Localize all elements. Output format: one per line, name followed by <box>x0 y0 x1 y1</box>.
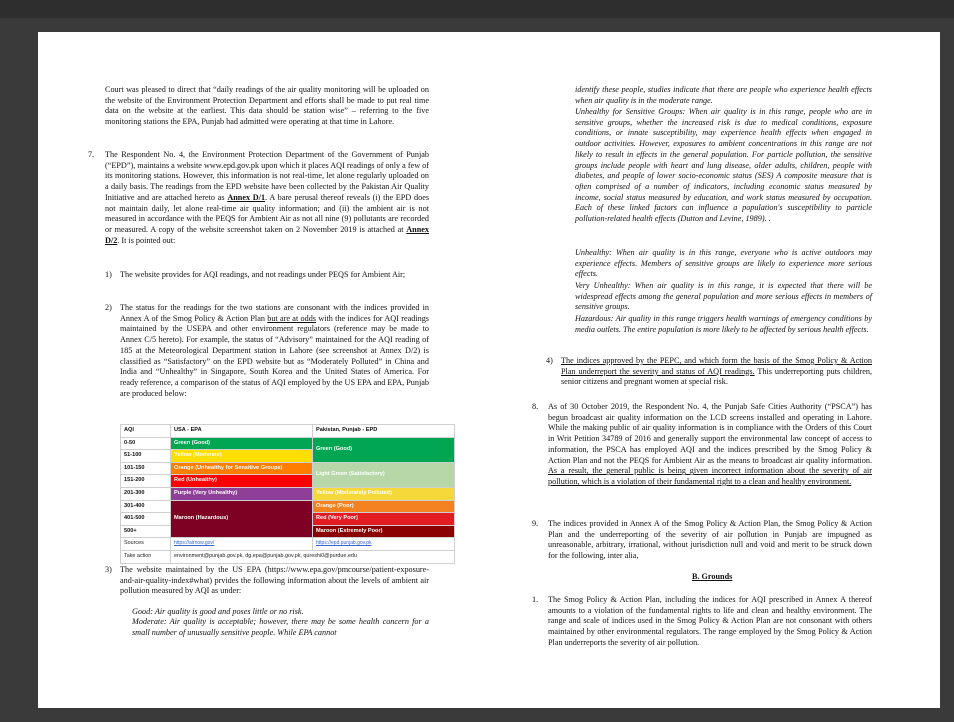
range-cell: 101-150 <box>121 462 171 475</box>
pk-extremely-poor-cell: Maroon (Extremely Poor) <box>313 525 455 538</box>
para-7 <box>105 150 429 246</box>
pk-satisfactory-cell: Light Green (Satisfactory) <box>313 462 455 487</box>
para-7-text-c: . It is pointed out: <box>117 235 176 245</box>
ground-1: The Smog Policy & Action Plan, including the indices for AQI prescribed in Annex A thereof amounts to a violation of the fundamental rights to life and clean and healthy environment. The range and scale of indices used in the Smog Policy & Action Plan are not consonant with others maintained by other environmental regulators. The range employed by the Smog Policy & Action Plan underreports the severity of air pollution. <box>548 595 872 647</box>
item-3-number: 3) <box>105 565 112 574</box>
viewer-top-bar <box>0 0 954 18</box>
pk-good-cell: Green (Good) <box>313 437 455 462</box>
grounds-heading: B. Grounds <box>692 572 733 581</box>
item-2 <box>120 303 429 399</box>
range-cell: 500+ <box>121 525 171 538</box>
item-4 <box>561 356 872 388</box>
us-very-unhealthy-cell: Purple (Very Unhealthy) <box>171 487 313 500</box>
item-4-underlined: The indices approved by the PEPC, and which form the basis of the Smog Policy & Action Plan underreport the severity and status of AQI readings. <box>561 356 872 376</box>
pk-very-poor-cell: Red (Very Poor) <box>313 513 455 526</box>
header-usa-epa: USA - EPA <box>171 425 313 438</box>
usg-text: When air quality is in this range, people who are in sensitive groups, whether the increased risk is due to medical conditions, exposure conditions, or innate susceptibility, may experience health effects when engaged in outdoor activities. However, exposures to ambient concentrations in this range are not likely to result in effects in the general population. For particle pollution, the sensitive groups include people with heart and lung disease, older adults, children, people with diabetes, and people of lower socio-economic status (SES) A composite measure that is often comprised of a number of indicators, including economic status measured by income, social status measured by education, and work status measured by occupation. Each of these linked factors can influence a population's susceptibility to particle pollution-related health effects (Dutton and Levine, 1989). . <box>575 107 872 224</box>
take-action-contacts: environment@punjab.gov.pk, dg.epa@punjab.gov.pk, qureshi0@purdue.edu <box>171 550 455 563</box>
para-9-number: 9. <box>532 519 539 528</box>
para-8-text: As of 30 October 2019, the Respondent No. 4, the Punjab Safe Cities Authority (“PSCA”) has begun broadcast air quality information on the LCD screens installed and operating in Lahore. While the making public of air quality information is in compliance with the Orders of this Court in Writ Petition 34789 of 2016 and generally support the environmental law concept of access to information, the PSCA has employed AQI and the indices prescribed by the Smog Policy & Action Plan and not the PEQS for Ambient Air as the means to broadcast air quality information. <box>548 402 872 465</box>
epa-unhealthy-definition <box>575 248 872 280</box>
table-row <box>121 462 455 475</box>
very-unhealthy-label: Very Unhealthy: <box>575 281 631 290</box>
us-usg-cell: Orange (Unhealthy for Sensitive Groups) <box>171 462 313 475</box>
item-2-text-b: with the indices for AQI readings maintained by the USEPA and other environment regulators (reference may be made to Annex C/5 hereto). For example, the status of “Advisory” maintained for the AQI reading of 185 at the Meteorological Department station in Lahore (see screenshot at Annex D/2) is classified as “Satisfactory” on the EPD website but as “Moderately Polluted” in China and India and “Unhealthy” in Singapore, South Korea and the United States of America. For ready reference, a comparison of the status of AQI employed by the US EPA and EPA, Punjab are produced below: <box>120 313 429 398</box>
good-text: Air quality is good and poses little or no risk. <box>152 607 304 616</box>
intro-paragraph: Court was pleased to direct that “daily readings of the air quality monitoring will be uploaded on the website of the Environment Protection Department and efforts shall be made to put real time data on the website at the earliest. This data should be station wise” – referring to the five monitoring stations the EPA, Punjab had admitted were operating at that time in Lahore. <box>105 85 429 127</box>
item-3: The website maintained by the US EPA (https://www.epa.gov/pmcourse/patient-exposure-and-air-quality-index#what) prvides the following information about the levels of ambient air pollution measured by AQI as under: <box>120 565 429 596</box>
para-8-underlined: As a result, the general public is being given incorrect information about the severity of air pollution, which is a violation of their fundamental right to a clean and healthy environment. <box>548 466 872 486</box>
hazardous-label: Hazardous: <box>575 314 614 323</box>
table-row <box>121 437 455 450</box>
item-4-text: This underreporting puts children, senior citizens and pregnant women at special risk. <box>561 366 872 387</box>
aqi-comparison-table <box>120 424 455 564</box>
moderate-text: Air quality is acceptable; however, there may be some health concern for a small number of unusually sensitive people. While EPA cannot <box>132 617 429 637</box>
range-cell: 151-200 <box>121 475 171 488</box>
range-cell: 401-500 <box>121 513 171 526</box>
unhealthy-label: Unhealthy: <box>575 248 612 257</box>
para-9: The indices provided in Annex A of the Smog Policy & Action Plan, the Smog Policy & Action Plan and the underreporting of the severity of air pollution in Punjab are impugned as unreasonable, arbitrary, irrational, without jurisdiction null and void and merit to be struck down for the following, inter alia, <box>548 519 872 561</box>
document-page <box>38 32 940 708</box>
header-aqi: AQI <box>121 425 171 438</box>
table-row <box>121 500 455 513</box>
table-row <box>121 487 455 500</box>
table-header-row <box>121 425 455 438</box>
epa-hazardous-definition <box>575 314 872 335</box>
pk-source-link[interactable]: https://epd.punjab.gov.pk <box>313 538 455 551</box>
epa-very-unhealthy-definition <box>575 281 872 313</box>
range-cell: 51-100 <box>121 450 171 463</box>
us-source-link[interactable]: https://airnow.gov/ <box>171 538 313 551</box>
range-cell: 201-300 <box>121 487 171 500</box>
item-2-number: 2) <box>105 303 112 312</box>
para-7-number: 7. <box>88 150 95 159</box>
header-punjab-epd: Pakistan, Punjab - EPD <box>313 425 455 438</box>
item-2-text-a: The status for the readings for the two stations are consonant with the indices provided in Annex A of the Smog Policy & Action Plan <box>120 303 429 323</box>
very-unhealthy-text: When air quality is in this range, it is expected that there will be widespread effects among the general population and more serious effects in members of sensitive groups. <box>575 281 872 312</box>
moderate-label: Moderate: <box>132 617 167 626</box>
unhealthy-text: When air quality is in this range, everyone who is active outdoors may experience effects. Members of sensitive groups are likely to experience more serious effects. <box>575 248 872 279</box>
item-1-number: 1) <box>105 270 112 279</box>
table-row-take-action <box>121 550 455 563</box>
good-label: Good: <box>132 607 153 616</box>
us-hazardous-cell: Maroon (Hazardous) <box>171 500 313 538</box>
pk-moderately-polluted-cell: Yellow (Moderately Polluted) <box>313 487 455 500</box>
pk-poor-cell: Orange (Poor) <box>313 500 455 513</box>
hazardous-text: Air quality in this range triggers health warnings of emergency conditions by media outlets. The entire population is more likely to be affected by serious health effects. <box>575 314 872 334</box>
item-1: The website provides for AQI readings, and not readings under PEQS for Ambient Air; <box>120 270 406 279</box>
sources-label: Sources <box>121 538 171 551</box>
range-cell: 301-400 <box>121 500 171 513</box>
para-8-number: 8. <box>532 402 539 411</box>
para-7-text-b: . A bare perusal thereof reveals (i) the EPD does not maintain daily, let alone real-time air quality information; and (ii) the ambient air is not measured in accordance with the PEQS for Ambient Air as not all nine (9) pollutants are recorded or measured. A copy of the website screenshot taken on 2 November 2019 is attached at <box>105 192 430 234</box>
take-action-label: Take action <box>121 550 171 563</box>
us-moderate-cell: Yellow (Moderate) <box>171 450 313 463</box>
us-good-cell: Green (Good) <box>171 437 313 450</box>
usg-label: Unhealthy for Sensitive Groups: <box>575 107 686 116</box>
para-8 <box>548 402 872 488</box>
epa-moderate-definition <box>132 617 429 638</box>
range-cell: 0-50 <box>121 437 171 450</box>
ground-1-number: 1. <box>532 595 539 604</box>
table-row-sources <box>121 538 455 551</box>
item-4-number: 4) <box>546 356 553 365</box>
annex-d2-ref: Annex D/2 <box>105 224 430 245</box>
item-2-odds: but are at odds <box>267 313 316 323</box>
epa-moderate-continued: identify these people, studies indicate that there are people who experience health effects when air quality is in the moderate range. <box>575 85 872 105</box>
us-unhealthy-cell: Red (Unhealthy) <box>171 475 313 488</box>
annex-d1-ref: Annex D/1 <box>227 192 266 202</box>
epa-usg-definition <box>575 107 872 225</box>
para-7-text-a: The Respondent No. 4, the Environment Protection Department of the Government of Punjab (“EPD”), maintains a website www.epd.gov.pk upon which it places AQI readings of only a few of its monitoring stations. However, this information is not real-time, let alone regularly uploaded on a daily basis. The readings from the EPD website have been collected by the Pakistan Air Quality Initiative and are attached hereto as <box>105 150 429 202</box>
